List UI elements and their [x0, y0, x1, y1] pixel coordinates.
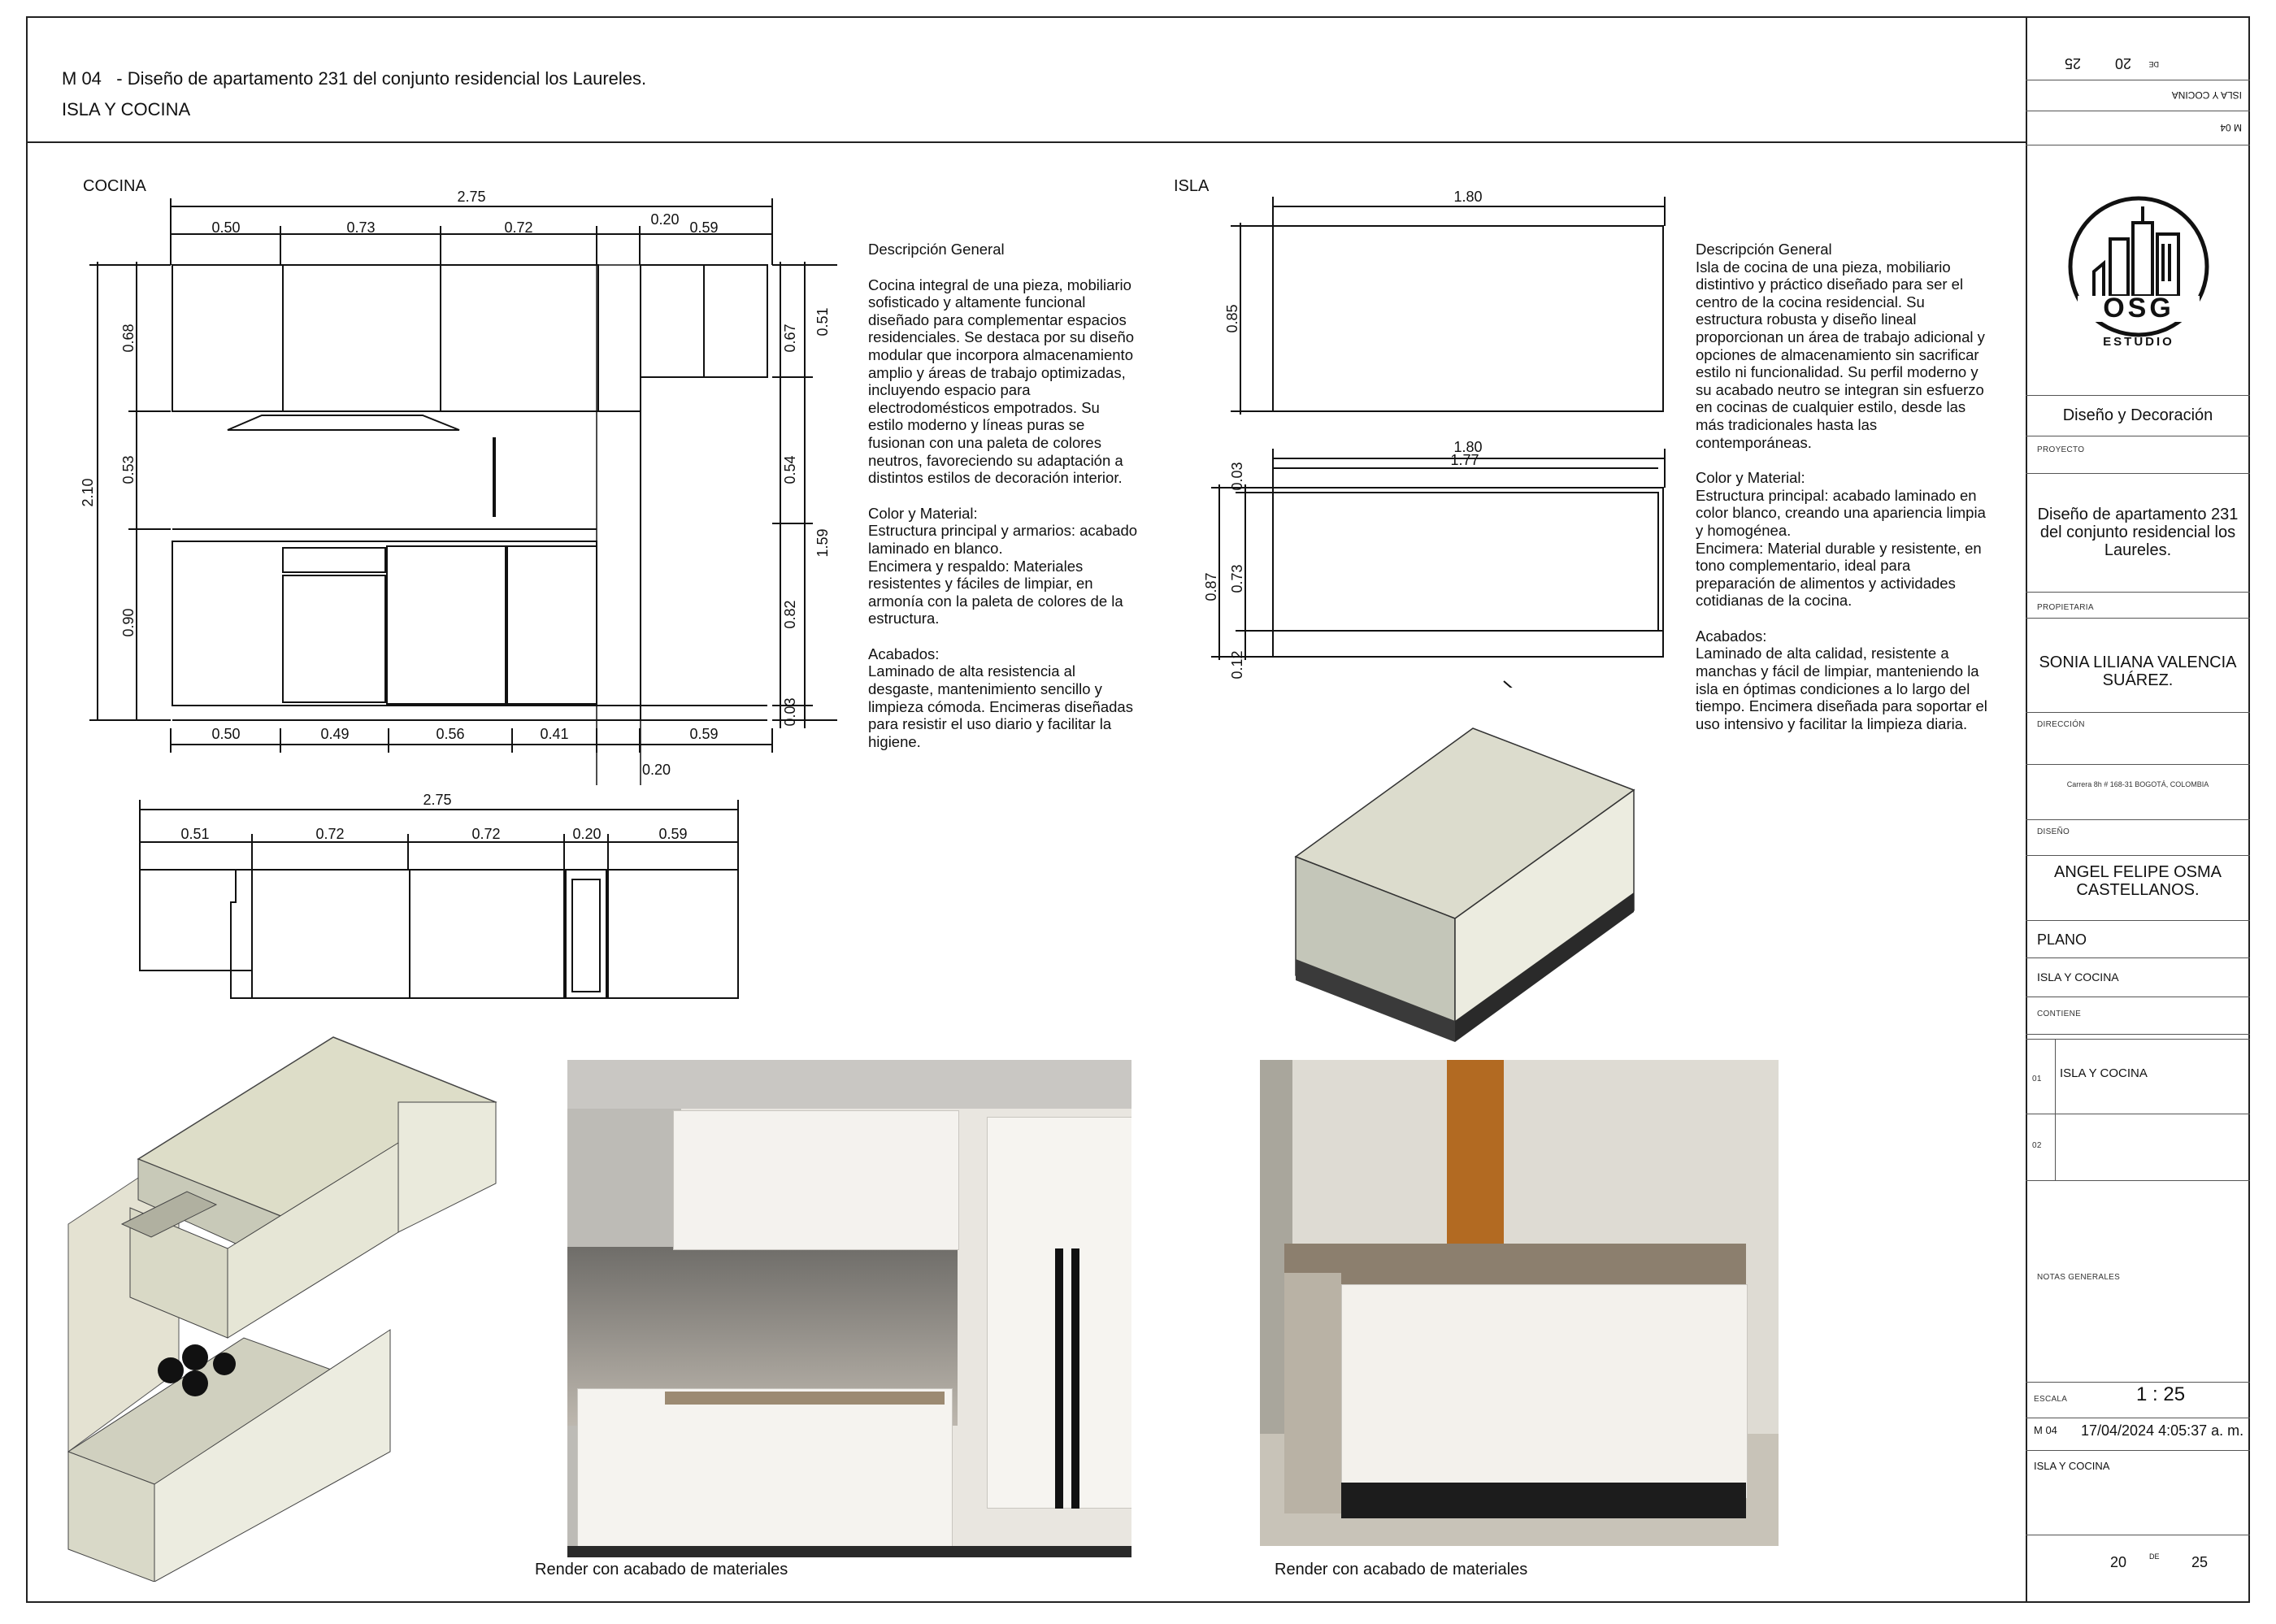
- dim-plan: 0.72: [471, 826, 501, 842]
- dim-isla-elev: 1.77: [1450, 452, 1479, 468]
- tb-propietaria: SONIA LILIANA VALENCIA SUÁREZ.: [2039, 654, 2237, 689]
- flipped-page: 20: [2114, 55, 2131, 72]
- cocina-desc-h2: Color y Material:: [868, 504, 978, 522]
- isla-desc-p3: Laminado de alta calidad, resistente a manchas y fácil de limpiar, manteniendo la isla en óptimas condiciones a lo largo del tiempo. Encimera diseñada para soportar el uso intensivo y facilitar la limpieza diaria.: [1696, 645, 1987, 732]
- isla-desc-h2: Color y Material:: [1696, 469, 1805, 487]
- isla-desc-h1: Descripción General: [1696, 241, 1832, 258]
- tb-line: [2026, 473, 2250, 474]
- cocina-desc-p2: Estructura principal y armarios: acabado laminado en blanco. Encimera y respaldo: Materiales resistentes y fáciles de limpiar, en armonía con la paleta de colores de la estructura.: [868, 522, 1138, 627]
- tb-line: [2026, 1180, 2250, 1181]
- dim-plan: 0.20: [572, 826, 602, 842]
- tb-timestamp: 17/04/2024 4:05:37 a. m.: [2081, 1422, 2244, 1439]
- cocina-desc-p1: Cocina integral de una pieza, mobiliario sofisticado y altamente funcional diseñado para complementar espacios residenciales. Se destaca por su diseño modular que incorpora almacenamiento amplio y áreas de trabajo optimizadas, incluyendo espacio para electrodomésticos empotrados. Su estilo moderno y líneas puras se fusionan con una paleta de colores neutros, favoreciendo su adaptación a distintos estilos de decoración interior.: [868, 276, 1135, 487]
- dim-isla-elev: 0.12: [1229, 650, 1245, 680]
- isla-desc-p1: Isla de cocina de una pieza, mobiliario distintivo y práctico diseñado para ser el centro de la cocina residencial. Su estructura robusta y diseño lineal proporcionan un área de trabajo adicional y opciones de almacenamiento sin sacrificar estilo ni funcionalidad. Su perfil moderno y su acabado neutro se integran sin esfuerzo en cocinas de cualquier estilo, desde las más tradicionales hasta las contemporáneas.: [1696, 258, 1985, 451]
- flipped-plan: ISLA Y COCINA: [2171, 89, 2242, 101]
- dim-cocina-right: 0.54: [782, 455, 798, 484]
- dim-cocina-right: 0.51: [814, 307, 831, 337]
- dim-cocina-left: 0.68: [120, 323, 137, 353]
- dim-plan: 0.72: [315, 826, 345, 842]
- flipped-code-cell: [2026, 115, 2250, 138]
- dim-cocina-right: 0.67: [782, 323, 798, 353]
- isla-isometric-render: [1284, 715, 1642, 1049]
- tb-line: [2026, 592, 2250, 593]
- header-title: - Diseño de apartamento 231 del conjunto residencial los Laureles.: [116, 68, 647, 89]
- dim-cocina-top: 0.50: [211, 219, 241, 236]
- tb-line: [2026, 1039, 2250, 1040]
- cocina-desc-h3: Acabados:: [868, 645, 940, 662]
- dim-cocina-top: 0.59: [689, 219, 719, 236]
- tb-line: [2026, 712, 2250, 713]
- tb-category: Diseño y Decoración: [2062, 406, 2213, 424]
- tb-diseno-label: DISEÑO: [2037, 827, 2070, 836]
- tb-proyecto-label: PROYECTO: [2037, 445, 2085, 454]
- osg-logo: [2061, 192, 2216, 354]
- dim-cocina-bottom: 0.49: [320, 726, 350, 742]
- flipped-code: M 04: [2220, 122, 2242, 133]
- tb-plano-label: PLANO: [2037, 931, 2087, 948]
- tb-escala-label: ESCALA: [2034, 1395, 2068, 1404]
- tb-contiene-item-01: ISLA Y COCINA: [2060, 1066, 2148, 1080]
- dim-cocina-right: 0.03: [782, 697, 798, 727]
- cocina-plan-drawing: [130, 788, 756, 1008]
- dim-cocina-top: 0.72: [504, 219, 533, 236]
- dim-cocina-right: 0.82: [782, 600, 798, 629]
- tb-line: [2026, 1382, 2250, 1383]
- dim-cocina-bottom: 0.50: [211, 726, 241, 742]
- dim-cocina-bottom: 0.20: [642, 762, 671, 778]
- isla-drawings: [1203, 184, 1683, 688]
- sheet-code: M 04: [62, 68, 102, 89]
- flipped-de: DE: [2148, 60, 2159, 68]
- dim-isla-elev: 0.03: [1229, 462, 1245, 491]
- tb-diseno: ANGEL FELIPE OSMA CASTELLANOS.: [2054, 863, 2222, 899]
- tb-plan-name: ISLA Y COCINA: [2034, 1460, 2110, 1472]
- tb-line: [2026, 819, 2250, 820]
- tb-contiene-num-02: 02: [2032, 1141, 2042, 1150]
- isla-desc-h3: Acabados:: [1696, 627, 1767, 645]
- dim-isla-plan-depth: 0.85: [1224, 304, 1240, 333]
- dim-cocina-top: 0.20: [650, 211, 680, 228]
- dim-plan: 0.51: [180, 826, 210, 842]
- dim-isla-elev: 1.80: [1453, 439, 1483, 455]
- dim-cocina-left: 2.10: [80, 478, 96, 507]
- dim-cocina-bottom: 0.41: [540, 726, 569, 742]
- tb-plano: ISLA Y COCINA: [2037, 970, 2119, 984]
- cocina-elevation-drawing: [73, 184, 854, 785]
- caption-cocina-render: Render con acabado de materiales: [535, 1561, 788, 1578]
- tb-line: [2026, 764, 2250, 765]
- tb-contiene-label: CONTIENE: [2037, 1010, 2082, 1018]
- header-line-1: [62, 68, 646, 89]
- cocina-desc-h1: Descripción General: [868, 241, 1005, 258]
- tb-line: [2026, 1450, 2250, 1451]
- header-divider: [26, 141, 2026, 143]
- dim-cocina-left: 0.90: [120, 608, 137, 637]
- cocina-description: [868, 241, 1161, 750]
- tb-line: [2026, 957, 2250, 958]
- tb-line: [2026, 920, 2250, 921]
- tb-de: DE: [2149, 1552, 2160, 1561]
- dim-plan-total: 2.75: [423, 792, 452, 808]
- isla-description: [1696, 241, 2005, 732]
- dim-isla-elev: 0.87: [1203, 572, 1219, 601]
- cocina-desc-p3: Laminado de alta resistencia al desgaste, mantenimiento sencillo y limpieza cómoda. Encimeras diseñadas para resistir el uso diario y facilitar la higiene.: [868, 662, 1133, 750]
- tb-proyecto: Diseño de apartamento 231 del conjunto residencial los Laureles.: [2037, 506, 2239, 559]
- tb-direccion-label: DIRECCIÓN: [2037, 720, 2085, 729]
- flipped-total: 25: [2064, 55, 2081, 72]
- tb-total: 25: [2191, 1554, 2209, 1570]
- cocina-render-photo: [567, 1060, 1131, 1557]
- dim-cocina-left: 0.53: [120, 455, 137, 484]
- dim-cocina-bottom: 0.56: [436, 726, 465, 742]
- dim-cocina-total: 2.75: [457, 189, 486, 205]
- tb-line: [2026, 855, 2250, 856]
- logo-brand: OSG: [2103, 293, 2174, 323]
- tb-direccion: Carrera 8h # 168-31 BOGOTÁ, COLOMBIA: [2066, 780, 2209, 788]
- tb-escala: 1 : 25: [2136, 1383, 2186, 1405]
- isla-render-photo: [1260, 1060, 1779, 1546]
- cocina-label: COCINA: [83, 177, 146, 195]
- dim-cocina-top: 0.73: [346, 219, 376, 236]
- tb-propietaria-label: PROPIETARIA: [2037, 603, 2094, 612]
- isla-label: ISLA: [1174, 177, 1210, 195]
- title-block-divider: [2026, 16, 2027, 1603]
- flipped-plan-cell: [2026, 83, 2250, 106]
- tb-line: [2026, 395, 2250, 396]
- isla-desc-p2: Estructura principal: acabado laminado en color blanco, creando una apariencia limpia y homogénea. Encimera: Material durable y resistente, en tono complementario, ideal para preparación de alimentos y actividades cotidianas de la cocina.: [1696, 486, 1986, 610]
- dim-isla-plan-width: 1.80: [1453, 189, 1483, 205]
- tb-line: [2026, 618, 2250, 619]
- cocina-isometric-render: [65, 1029, 520, 1582]
- logo-sub: ESTUDIO: [2103, 335, 2174, 349]
- dim-plan: 0.59: [658, 826, 688, 842]
- header-subtitle: ISLA Y COCINA: [62, 99, 191, 119]
- caption-isla-render: Render con acabado de materiales: [1275, 1561, 1528, 1578]
- dim-cocina-right: 1.59: [814, 528, 831, 558]
- dim-isla-elev: 0.73: [1229, 564, 1245, 593]
- tb-contiene-num-01: 01: [2032, 1075, 2042, 1083]
- tb-vline: [2055, 1039, 2056, 1180]
- tb-notas-label: NOTAS GENERALES: [2037, 1273, 2121, 1282]
- dim-cocina-bottom: 0.59: [689, 726, 719, 742]
- tb-page: 20: [2110, 1554, 2127, 1570]
- tb-code: M 04: [2034, 1424, 2057, 1436]
- flipped-page-cell: [2026, 49, 2250, 76]
- tb-line: [2026, 1034, 2250, 1035]
